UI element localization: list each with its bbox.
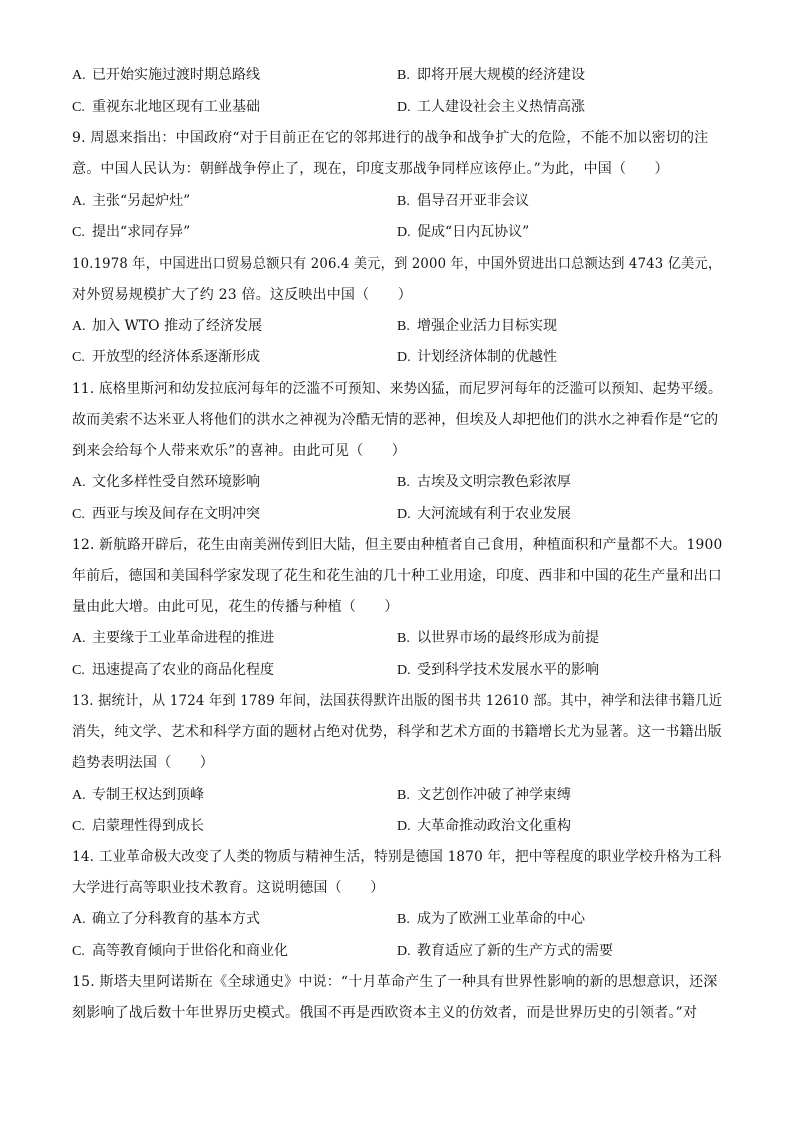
question-13-line-2: 消失，纯文学、艺术和科学方面的题材占绝对优势，科学和艺术方面的书籍增长尤为显著。这一书籍出版 [72,724,722,740]
option-d: D. 促成“日内瓦协议” [397,224,530,240]
question-number: 15. [72,974,95,990]
question-12-line-2: 年前后，德国和美国科学家发现了花生和花生油的几十种工业用途，印度、西非和中国的花生产量和出口 [72,568,722,584]
option-b: B. 即将开展大规模的经济建设 [397,67,585,83]
option-a: A. 确立了分科教育的基本方式 [72,911,260,927]
option-c: C. 重视东北地区现有工业基础 [72,99,260,115]
option-c: C. 西亚与埃及间存在文明冲突 [72,506,260,522]
question-11-line-3: 到来会给每个人带来欢乐”的喜神。由此可见（ ） [72,443,406,459]
question-13-line-3: 趋势表明法国（ ） [72,755,214,771]
question-number: 11. [72,381,95,397]
option-d: D. 大河流域有利于农业发展 [397,506,571,522]
question-14-options-row-2 [72,940,722,962]
option-b: B. 古埃及文明宗教色彩浓厚 [397,474,571,490]
option-c: C. 提出“求同存异” [72,224,191,240]
question-9-options-row-2 [72,221,722,243]
question-9-line-2: 意。中国人民认为：朝鲜战争停止了，现在，印度支那战争同样应该停止。”为此，中国（ ） [72,161,669,177]
question-13-line-1: 13. 据统计，从 1724 年到 1789 年间，法国获得默许出版的图书共 12610 部。其中，神学和法律书籍几近 [72,693,723,709]
option-b: B. 增强企业活力目标实现 [397,318,557,334]
option-a: A. 主要缘于工业革命进程的推进 [72,630,274,646]
question-9-line-1: 9. 周恩来指出：中国政府“对于目前正在它的邻邦进行的战争和战争扩大的危险，不能不加以密切的注 [72,130,709,146]
prev-question-options-row-2 [72,96,722,118]
option-d: D. 教育适应了新的生产方式的需要 [397,943,613,959]
option-c: C. 启蒙理性得到成长 [72,818,204,834]
option-b: B. 成为了欧洲工业革命的中心 [397,911,585,927]
option-b: B. 以世界市场的最终形成为前提 [397,630,599,646]
question-number: 12. [72,537,95,553]
option-a: A. 主张“另起炉灶” [72,193,191,209]
question-14-line-1: 14. 工业革命极大改变了人类的物质与精神生活，特别是德国 1870 年，把中等程度的职业学校升格为工科 [72,849,722,865]
question-10-line-2: 对外贸易规模扩大了约 23 倍。这反映出中国（ ） [72,287,412,303]
question-15-line-2: 刻影响了战后数十年世界历史模式。俄国不再是西欧资本主义的仿效者，而是世界历史的引领者。”对 [72,1005,698,1021]
question-12-line-3: 量由此大增。由此可见，花生的传播与种植（ ） [72,599,399,615]
question-10-options-row-1 [72,315,722,337]
option-b: B. 倡导召开亚非会议 [397,193,529,209]
question-14-options-row-1 [72,908,722,930]
option-c: C. 高等教育倾向于世俗化和商业化 [72,943,288,959]
question-12-options-row-1 [72,627,722,649]
question-number: 14. [72,849,95,865]
question-9-options-row-1 [72,190,722,212]
question-number: 10. [72,256,94,272]
option-a: A. 已开始实施过渡时期总路线 [72,67,260,83]
option-c: C. 开放型的经济体系逐渐形成 [72,349,260,365]
question-11-line-2: 故而美索不达米亚人将他们的洪水之神视为冷酷无情的恶神，但埃及人却把他们的洪水之神看作是“它的 [72,412,719,428]
question-11-options-row-2 [72,503,722,525]
prev-question-options-row-1 [72,64,722,86]
question-12-line-1: 12. 新航路开辟后，花生由南美洲传到旧大陆，但主要由种植者自己食用，种植面积和产量都不大。1900 [72,537,723,553]
question-number: 13. [72,693,94,709]
question-13-options-row-2 [72,815,722,837]
question-15-line-1: 15. 斯塔夫里阿诺斯在《全球通史》中说：“十月革命产生了一种具有世界性影响的新的思想意识，还深 [72,974,718,990]
question-12-options-row-2 [72,659,722,681]
question-11-options-row-1 [72,471,722,493]
option-c: C. 迅速提高了农业的商品化程度 [72,662,274,678]
option-a: A. 文化多样性受自然环境影响 [72,474,260,490]
option-a: A. 专制王权达到顶峰 [72,787,204,803]
option-a: A. 加入 WTO 推动了经济发展 [72,318,263,334]
option-d: D. 受到科学技术发展水平的影响 [397,662,599,678]
question-13-options-row-1 [72,784,722,806]
option-d: D. 计划经济体制的优越性 [397,349,557,365]
question-number: 9. [72,130,86,146]
question-14-line-2: 大学进行高等职业技术教育。这说明德国（ ） [72,880,385,896]
option-d: D. 大革命推动政治文化重构 [397,818,571,834]
question-11-line-1: 11. 底格里斯河和幼发拉底河每年的泛滥不可预知、来势凶猛，而尼罗河每年的泛滥可以预知、起势平缓。 [72,381,722,397]
option-b: B. 文艺创作冲破了神学束缚 [397,787,571,803]
question-10-options-row-2 [72,346,722,368]
question-10-line-1: 10.1978 年，中国进出口贸易总额只有 206.4 美元，到 2000 年，中国外贸进出口总额达到 4743 亿美元， [72,256,722,272]
option-d: D. 工人建设社会主义热情高涨 [397,99,585,115]
